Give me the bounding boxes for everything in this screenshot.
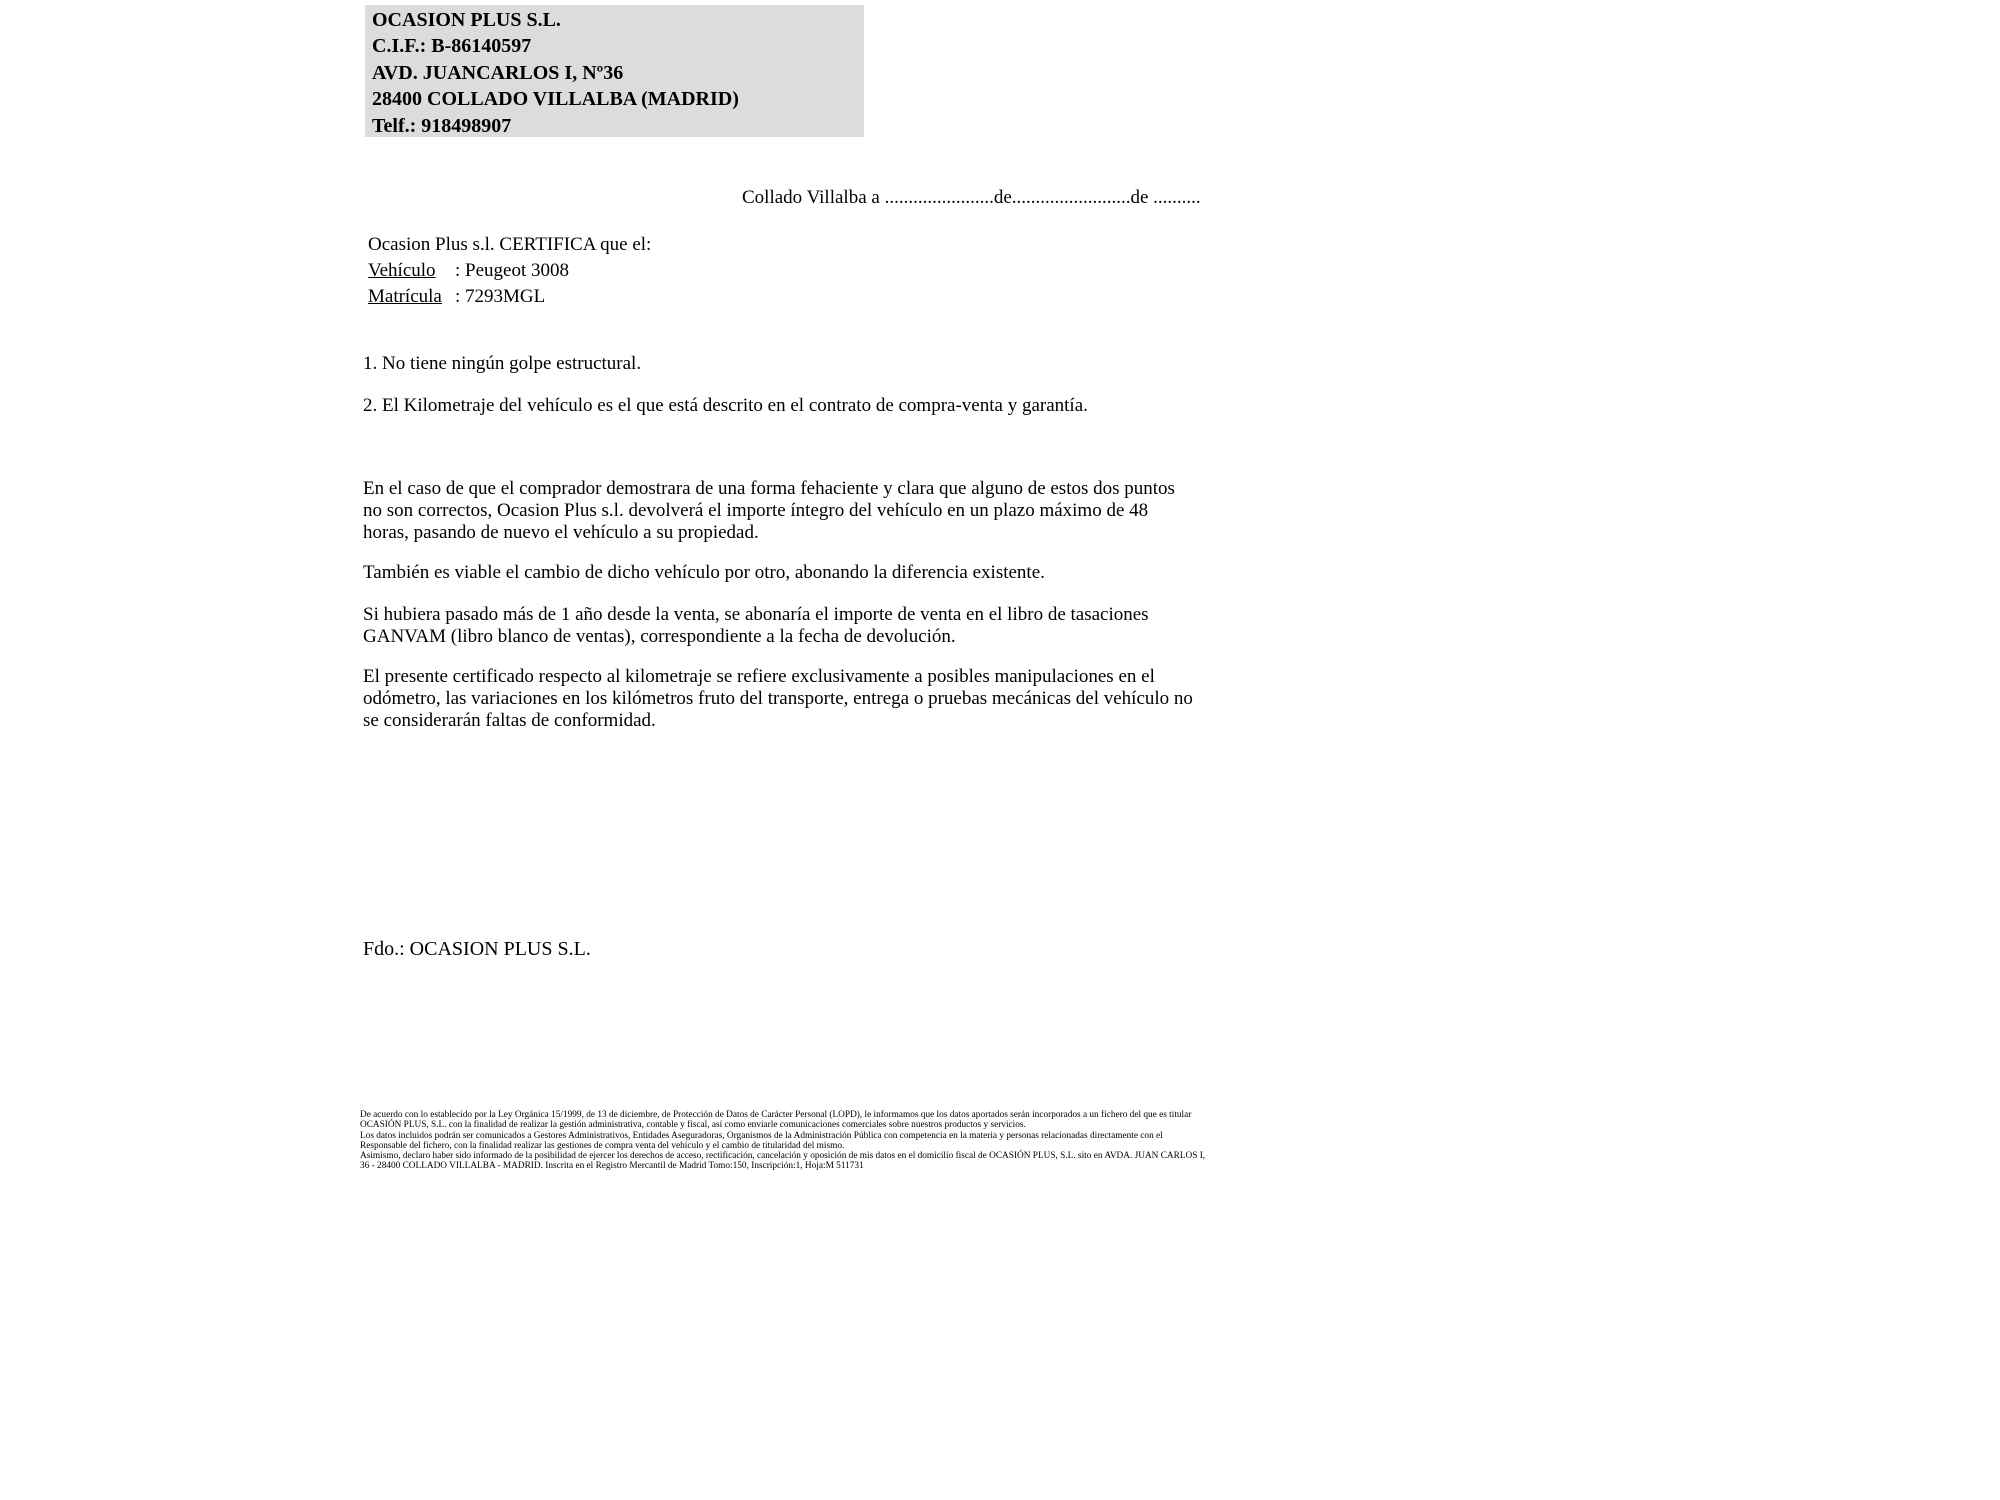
certification-block — [368, 232, 651, 310]
plate-label-text: Matrícula — [368, 286, 442, 307]
plate-row — [368, 284, 651, 310]
paragraph-refund-guarantee: En el caso de que el comprador demostrara de una forma fehaciente y clara que alguno de estos dos puntos no son correctos, Ocasion Plus s.l. devolverá el importe íntegro del vehículo en un plazo máximo de 48 horas, pasando de nuevo el vehículo a su propiedad. — [363, 478, 1175, 543]
company-city: 28400 COLLADO VILLALBA (MADRID) — [372, 88, 739, 111]
point-1: 1. No tiene ningún golpe estructural. — [363, 353, 642, 374]
company-phone: Telf.: 918498907 — [372, 114, 512, 137]
legal-paragraph-lopd: De acuerdo con lo establecido por la Ley Orgánica 15/1999, de 13 de diciembre, de Protección de Datos de Carácter Personal (LOPD), le informamos que los datos aportados serán incorporados a un fichero del que es titular OCASIÓN PLUS, S.L. con la finalidad de realizar la gestión administrativa, contable y fiscal, así como enviarle comunicaciones comerciales sobre nuestros productos y servicios. — [360, 1110, 1192, 1131]
company-header-box — [365, 5, 864, 137]
legal-footer — [360, 1110, 1212, 1172]
vehicle-row — [368, 258, 651, 284]
plate-value: : 7293MGL — [455, 286, 546, 307]
legal-paragraph-rights: Asimismo, declaro haber sido informado de la posibilidad de ejercer los derechos de acceso, rectificación, cancelación y oposición de mis datos en el domicilio fiscal de OCASIÓN PLUS, S.L. sito en AVDA. JUAN CARLOS I, 36 - 28400 COLLADO VILLALBA - MADRID. Inscrita en el Registro Mercantil de Madrid Tomo:150, Inscripción:1, Hoja:M 511731 — [360, 1151, 1206, 1172]
date-line: Collado Villalba a .......................de.........................de .......... — [742, 187, 1201, 208]
paragraph-vehicle-exchange: También es viable el cambio de dicho vehículo por otro, abonando la diferencia existente. — [363, 562, 1045, 583]
company-cif: C.I.F.: B-86140597 — [372, 35, 532, 58]
certify-intro: Ocasion Plus s.l. CERTIFICA que el: — [368, 234, 652, 255]
vehicle-value: : Peugeot 3008 — [455, 260, 569, 281]
vehicle-label — [368, 258, 455, 284]
plate-label — [368, 284, 455, 310]
paragraph-odometer-disclaimer: El presente certificado respecto al kilometraje se refiere exclusivamente a posibles manipulaciones en el odómetro, las variaciones en los kilómetros fruto del transporte, entrega o pruebas mecánicas del vehículo no se considerarán faltas de conformidad. — [363, 666, 1193, 731]
signature-line: Fdo.: OCASION PLUS S.L. — [363, 938, 591, 960]
company-address: AVD. JUANCARLOS I, Nº36 — [372, 61, 624, 84]
point-2: 2. El Kilometraje del vehículo es el que está descrito en el contrato de compra-venta y garantía. — [363, 395, 1088, 416]
company-name: OCASION PLUS S.L. — [372, 9, 561, 31]
legal-paragraph-data-sharing: Los datos incluidos podrán ser comunicados a Gestores Administrativos, Entidades Aseguradoras, Organismos de la Administración Pública con competencia en la materia y personas relacionadas directamente con el Responsable del fichero, con la finalidad realizar las gestiones de compra venta del vehículo y el cambio de titularidad del mismo. — [360, 1130, 1163, 1151]
paragraph-ganvam-valuation: Si hubiera pasado más de 1 año desde la venta, se abonaría el importe de venta en el libro de tasaciones GANVAM (libro blanco de ventas), correspondiente a la fecha de devolución. — [363, 604, 1149, 647]
vehicle-label-text: Vehículo — [368, 260, 436, 281]
